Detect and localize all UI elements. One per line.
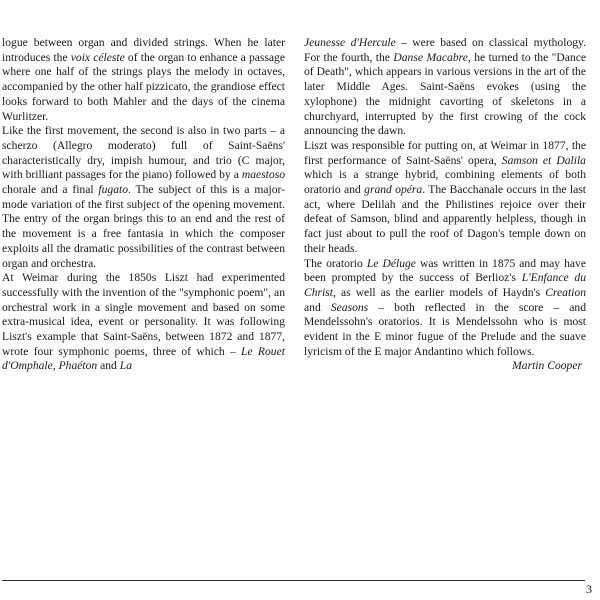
- right-paragraph-1: Jeunesse d'Hercule – were based on classical mythology. For the fourth, the Danse Macabre, he turned to the "Dance of Death", which appears in various versions in the art of the later Middle Ages. Saint-Saëns evokes (using the xylophone) the midnight cavorting of skeletons in a churchyard, interrupted by the first crowing of the cock announcing the dawn.: [304, 36, 586, 138]
- author-signature: Martin Cooper: [512, 359, 582, 373]
- left-paragraph-2: Like the first movement, the second is also in two parts – a scherzo (Allegro moderato) full of Saint-Saëns' characteristically dry, impish humour, and trio (C major, with brilliant passages for the piano) followed by a maestoso chorale and a final fugato. The subject of this is a major-mode variation of the first subject of the opening movement. The entry of the organ brings this to an end and the rest of the movement is a free fantasia in which the composer exploits all the dramatic possibilities of the contrast between organ and orchestra.: [2, 124, 285, 270]
- page-number: 3: [586, 582, 592, 596]
- right-column: [304, 36, 586, 374]
- left-column: [2, 36, 285, 374]
- right-paragraph-2: Liszt was responsible for putting on, at Weimar in 1877, the first performance of Saint-Saëns' opera, Samson et Dalila which is a strange hybrid, combining elements of both oratorio and grand opéra. The Bacchanale occurs in the last act, where Delilah and the Philistines rejoice over their defeat of Samson, blind and apparently helpless, though in fact just about to pull the roof of Dagon's temple down on their heads.: [304, 138, 586, 255]
- right-paragraph-3: The oratorio Le Déluge was written in 1875 and may have been prompted by the success of Berlioz's L'Enfance du Christ, as well as the earlier models of Haydn's Creation and Seasons – both reflected in the score – and Mendelssohn's oratorios. It is Mendelssohn who is most evident in the E minor fugue of the Prelude and the suave lyricism of the E major Andantino which follows.: [304, 256, 586, 358]
- left-paragraph-1: logue between organ and divided strings. When he later introduces the voix céleste of the organ to enhance a passage where one half of the strings plays the melody in octaves, accompanied by the other half pizzicato, the grandiose effect looks forward to both Mahler and the days of the cinema Wurlitzer.: [2, 36, 285, 123]
- left-paragraph-3: At Weimar during the 1850s Liszt had experimented successfully with the invention of the "symphonic poem", an orchestral work in a single movement and based on some extra-musical idea, event or personality. It was following Liszt's example that Saint-Saëns, between 1872 and 1877, wrote four symphonic poems, three of which – Le Rouet d'Omphale, Phaéton and La: [2, 271, 285, 373]
- footer-rule: [2, 580, 585, 581]
